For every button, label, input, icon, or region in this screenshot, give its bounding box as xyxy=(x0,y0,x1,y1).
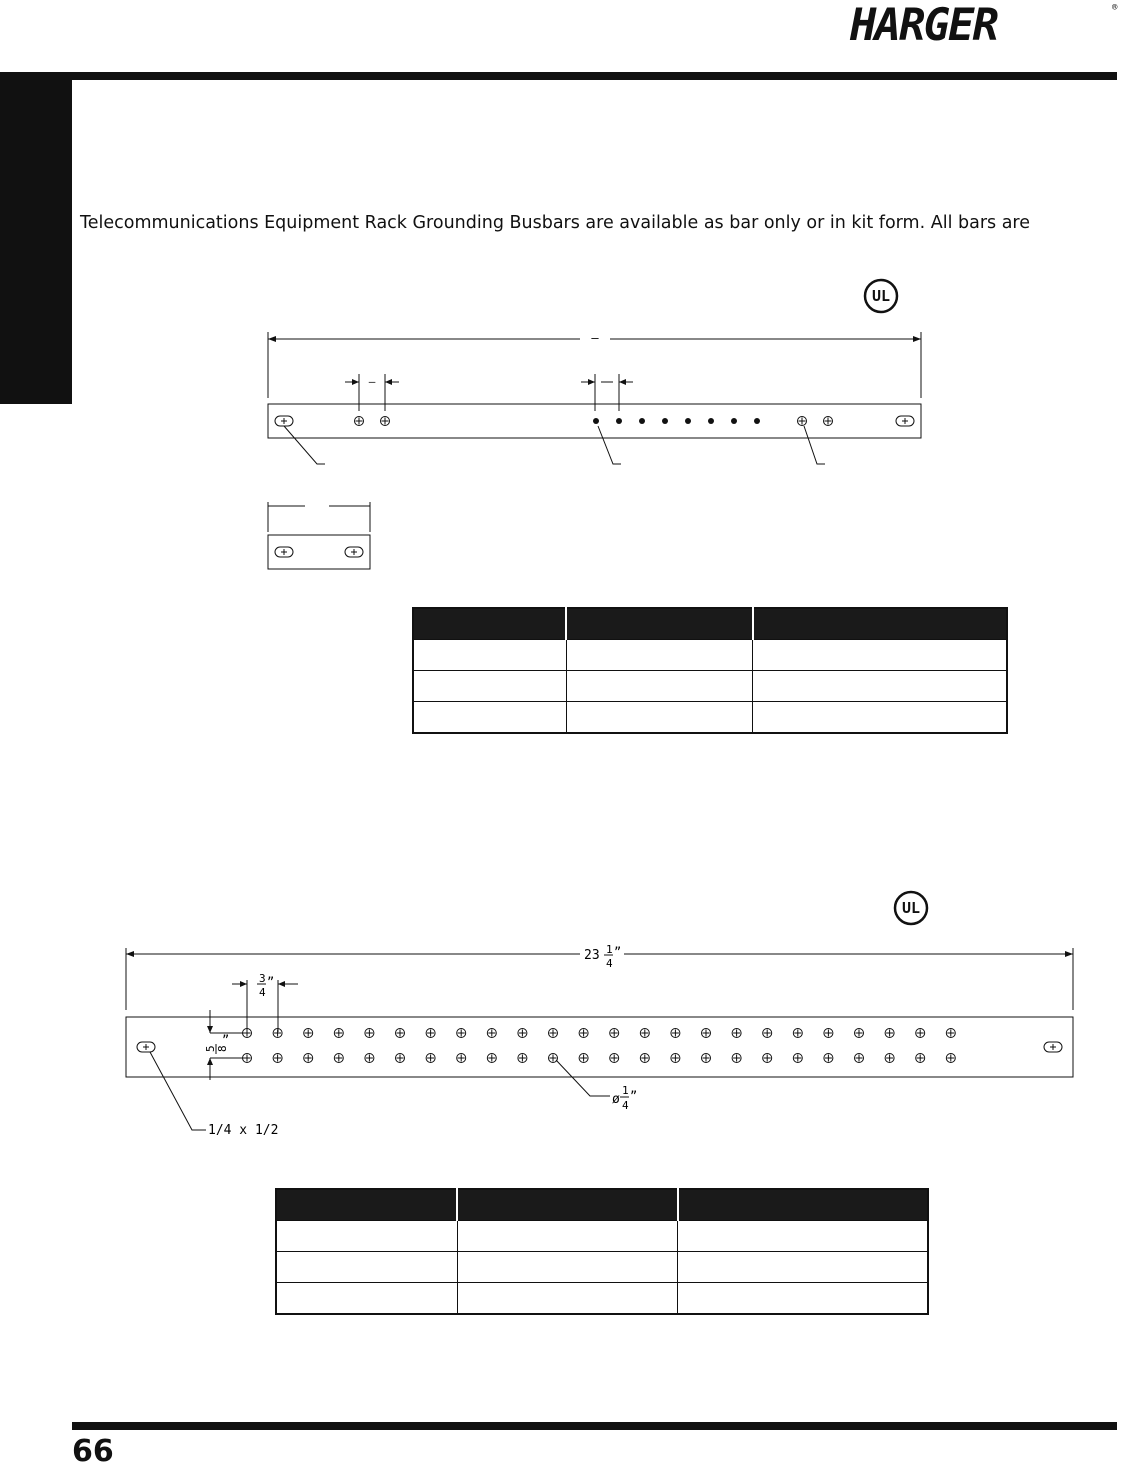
overall-length-numerator: 1 xyxy=(606,943,613,956)
table-cell xyxy=(276,1252,457,1283)
table-header-cell xyxy=(457,1189,677,1221)
registered-mark: ® xyxy=(1112,3,1118,13)
spacing-numerator: 3 xyxy=(259,972,266,985)
table-row xyxy=(413,702,1007,734)
header-rule xyxy=(72,72,1117,80)
table-cell xyxy=(457,1221,677,1252)
hole-diameter-numerator: 1 xyxy=(622,1084,629,1097)
table-cell xyxy=(753,702,1007,734)
table-header-row xyxy=(413,608,1007,640)
table-cell xyxy=(566,671,752,702)
svg-text:UL: UL xyxy=(871,287,891,305)
table-header-cell xyxy=(276,1189,457,1221)
hole-diameter-denominator: 4 xyxy=(622,1099,629,1112)
table-cell xyxy=(413,702,566,734)
tapped-hole xyxy=(593,418,599,424)
table-cell xyxy=(753,640,1007,671)
table-cell xyxy=(566,640,752,671)
busbar-drawing-1 xyxy=(255,318,935,578)
slot-size-label: 1/4 x 1/2 xyxy=(208,1123,279,1138)
table-cell xyxy=(678,1252,928,1283)
hole-diameter-symbol: ø xyxy=(612,1092,620,1107)
inch-mark: ” xyxy=(267,975,275,989)
footer-rule xyxy=(72,1422,1117,1430)
table-cell xyxy=(276,1221,457,1252)
spacing-dimension-label: – xyxy=(368,375,376,388)
logo-text: HARGER xyxy=(850,0,997,46)
tapped-hole xyxy=(731,418,737,424)
tapped-hole xyxy=(616,418,622,424)
table-cell xyxy=(753,671,1007,702)
tapped-hole xyxy=(662,418,668,424)
overall-dimension-label: – xyxy=(591,331,599,345)
table-header-cell xyxy=(678,1189,928,1221)
table-row xyxy=(276,1221,928,1252)
table-row xyxy=(413,671,1007,702)
page-number: 66 xyxy=(72,1434,114,1469)
table-cell xyxy=(678,1283,928,1315)
table-header-cell xyxy=(753,608,1007,640)
tapped-hole xyxy=(639,418,645,424)
table-row xyxy=(276,1283,928,1315)
intro-paragraph: Telecommunications Equipment Rack Grounding Busbars are available as bar only or in kit form. All bars are xyxy=(80,213,1030,233)
overall-length-whole: 23 xyxy=(584,948,600,963)
table-cell xyxy=(566,702,752,734)
inch-mark: ” xyxy=(630,1089,638,1103)
inch-mark: ” xyxy=(222,1033,230,1047)
svg-text:UL: UL xyxy=(901,899,921,917)
tapped-hole xyxy=(754,418,760,424)
spacing-denominator: 4 xyxy=(259,986,266,999)
section-side-tab xyxy=(0,72,72,404)
inch-mark: ” xyxy=(614,945,622,959)
spec-table-1 xyxy=(412,607,1008,734)
ul-listed-icon xyxy=(893,890,929,926)
tapped-hole xyxy=(685,418,691,424)
overall-length-denominator: 4 xyxy=(606,957,613,970)
row-spacing-numerator: 5 xyxy=(204,1045,217,1052)
table-header-cell xyxy=(413,608,566,640)
table-cell xyxy=(413,671,566,702)
row-spacing-denominator: 8 xyxy=(216,1045,229,1052)
table-cell xyxy=(678,1221,928,1252)
table-cell xyxy=(457,1252,677,1283)
table-row xyxy=(413,640,1007,671)
spec-table-2 xyxy=(275,1188,929,1315)
table-cell xyxy=(457,1283,677,1315)
table-header-row xyxy=(276,1189,928,1221)
table-row xyxy=(276,1252,928,1283)
tapped-hole xyxy=(708,418,714,424)
table-cell xyxy=(276,1283,457,1315)
table-header-cell xyxy=(566,608,752,640)
ul-listed-icon xyxy=(863,278,899,314)
busbar-drawing-2 xyxy=(110,940,1090,1150)
table-cell xyxy=(413,640,566,671)
harger-logo xyxy=(842,0,1122,46)
